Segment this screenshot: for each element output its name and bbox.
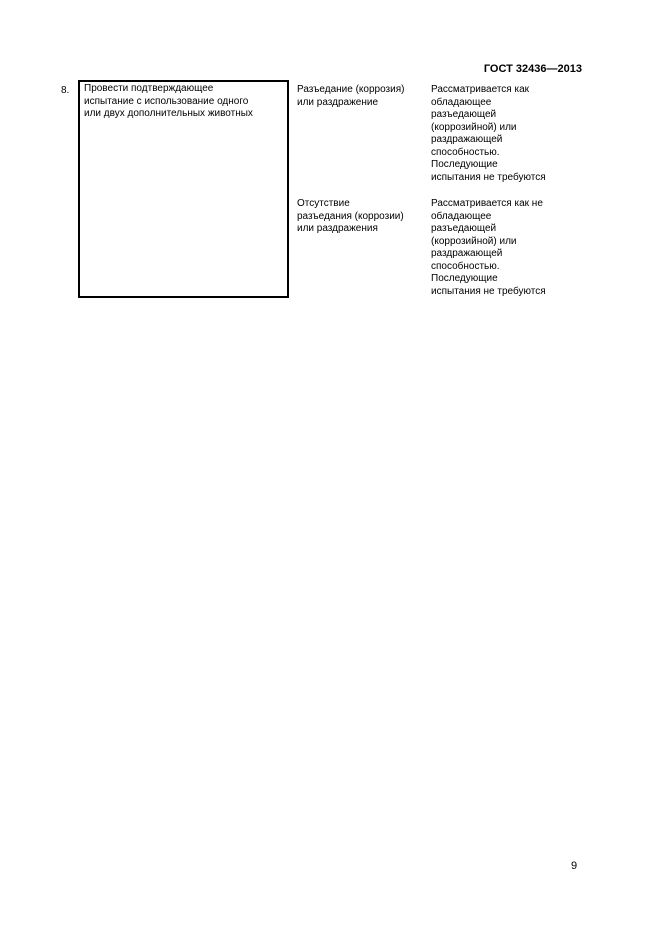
page-number: 9 [571, 860, 578, 872]
step-number: 8. [61, 85, 70, 96]
document-header-standard-id: ГОСТ 32436—2013 [483, 63, 582, 75]
outcome-2-conclusion: Рассматривается как не обладающее разъедающей (коррозийной) или раздражающей способностью. Последующие испытания не требуются [431, 198, 546, 297]
outcome-2-result: Отсутствие разъедания (коррозии) или раздражения [297, 198, 404, 234]
outcome-1-result: Разъедание (коррозия) или раздражение [297, 84, 405, 108]
outcome-1-conclusion: Рассматривается как обладающее разъедающей (коррозийной) или раздражающей способностью. Последующие испытания не требуются [431, 84, 546, 183]
step-action-text: Провести подтверждающее испытание с использование одного или двух дополнительных животных [84, 83, 253, 119]
